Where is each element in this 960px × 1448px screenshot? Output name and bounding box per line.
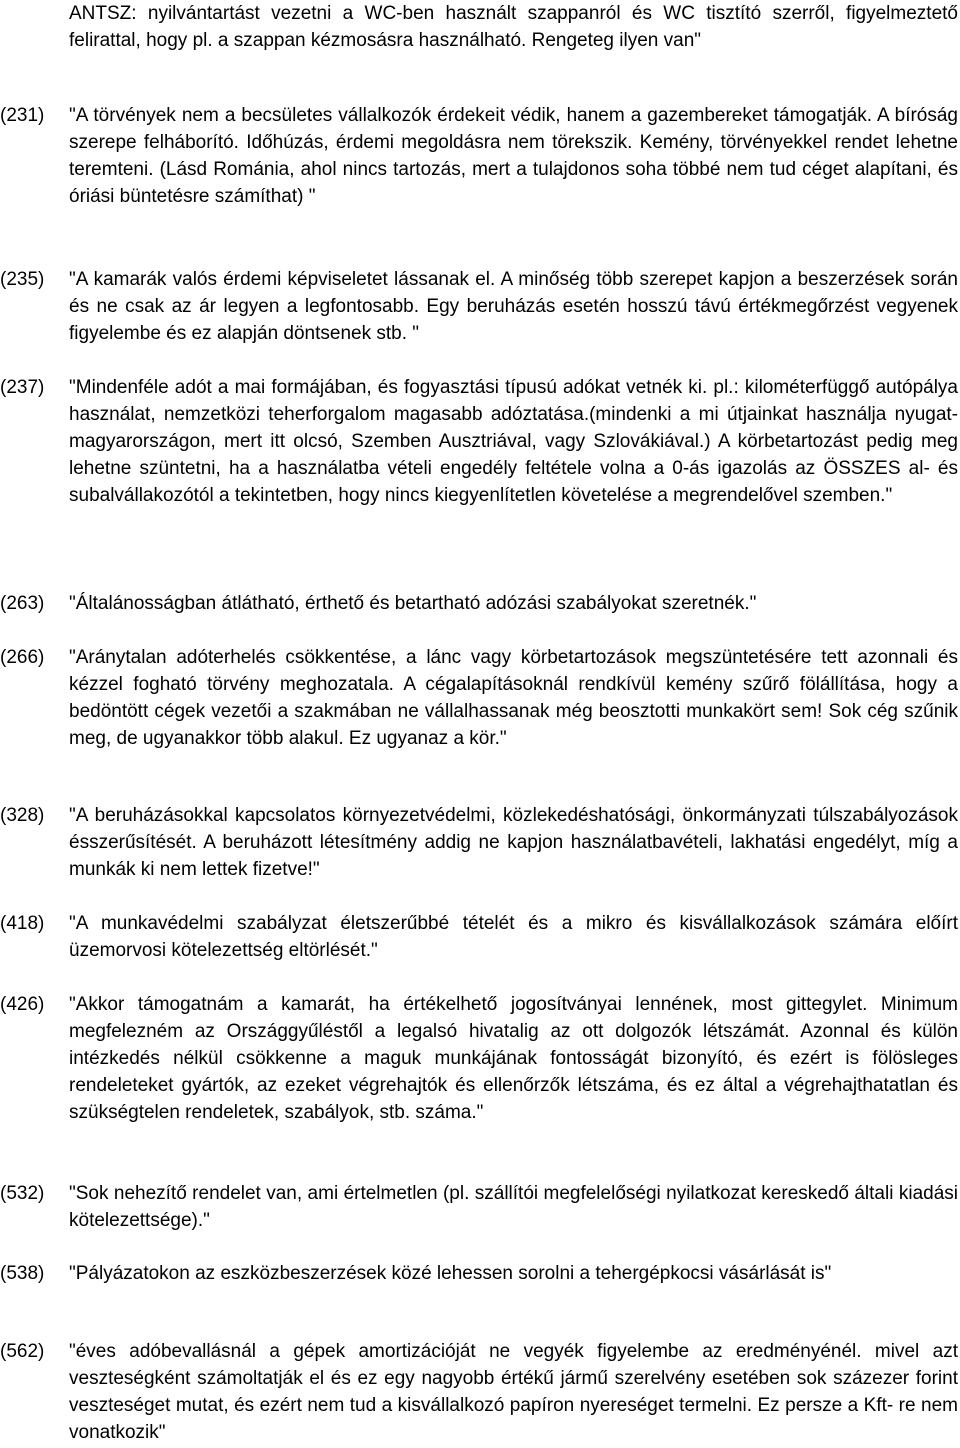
entry-text: "Általánosságban átlátható, érthető és betartható adózási szabályokat szeretnék." — [69, 593, 757, 614]
entry-number: (328) — [0, 805, 45, 826]
entry-text: "A törvények nem a becsületes vállalkozók érdekeit védik, hanem a gazembereket támogatják. A bíróság szerepe felháborító. Időhúzás, érdemi megoldásra nem törekszik. Kemény, törvényekkel rendet lehetne teremteni. (Lásd Románia, ahol nincs tartozás, mert a tulajdonos soha többé nem tud céget alapítani, és óriási büntetésre számíthat) " — [69, 105, 958, 207]
entry-426 — [0, 991, 960, 1126]
entry-266 — [0, 644, 960, 752]
entry-number: (237) — [0, 377, 45, 398]
entry-number: (532) — [0, 1183, 45, 1204]
entry-intro — [0, 0, 960, 54]
entry-text: "Pályázatokon az eszközbeszerzések közé lehessen sorolni a tehergépkocsi vásárlását is" — [69, 1263, 832, 1284]
entry-text: ANTSZ: nyilvántartást vezetni a WC-ben használt szappanról és WC tisztító szerről, figyelmeztető felirattal, hogy pl. a szappan kézmosásra használható. Rengeteg ilyen van" — [69, 3, 958, 51]
entry-538 — [0, 1260, 960, 1287]
entry-number: (538) — [0, 1263, 45, 1284]
entry-418 — [0, 910, 960, 964]
entry-text: "A kamarák valós érdemi képviseletet lássanak el. A minőség több szerepet kapjon a beszerzések során és ne csak az ár legyen a legfontosabb. Egy beruházás esetén hosszú távú értékmegőrzést vegyenek figyelembe és ez alapján döntsenek stb. " — [69, 269, 958, 344]
entry-263 — [0, 590, 960, 617]
entry-number: (231) — [0, 105, 45, 126]
entry-562 — [0, 1338, 960, 1446]
entry-text: "A munkavédelmi szabályzat életszerűbbé tételét és a mikro és kisvállalkozások számára előírt üzemorvosi kötelezettség eltörlését." — [69, 913, 958, 961]
entry-text: "Akkor támogatnám a kamarát, ha értékelhető jogosítványai lennének, most gittegylet. Minimum megfelezném az Országgyűléstől a legalsó hivatalig az ott dolgozók létszámát. Azonnal és külön intézkedés nélkül csökkenne a maguk munkájának fontosságát bizonyító, és ezért is fölösleges rendeleteket gyártók, az ezeket végrehajtók és ellenőrzők létszáma, és ez által a végrehajthatatlan és szükségtelen rendeletek, szabályok, stb. száma." — [69, 994, 958, 1123]
entry-number: (263) — [0, 593, 45, 614]
entry-237 — [0, 374, 960, 509]
entry-number: (235) — [0, 269, 45, 290]
entry-text: "A beruházásokkal kapcsolatos környezetvédelmi, közlekedéshatósági, önkormányzati túlszabályozások ésszerűsítését. A beruházott létesítmény addig ne kapjon használatbavételi, lakhatási engedélyt, míg a munkák ki nem lettek fizetve!" — [69, 805, 958, 880]
entry-235 — [0, 266, 960, 347]
entry-text: "Aránytalan adóterhelés csökkentése, a lánc vagy körbetartozások megszüntetésére tett azonnali és kézzel fogható törvény meghozatala. A cégalapításoknál rendkívül kemény szűrő fölállítása, hogy a bedöntött cégek vezetői a szakmában ne vállalhassanak még beosztotti munkakört sem! Sok cég szűnik meg, de ugyanakkor több alakul. Ez ugyanaz a kör." — [69, 647, 958, 749]
entry-number: (426) — [0, 994, 45, 1015]
entry-number: (266) — [0, 647, 45, 668]
entry-532 — [0, 1180, 960, 1234]
entry-328 — [0, 802, 960, 883]
entry-text: "Sok nehezítő rendelet van, ami értelmetlen (pl. szállítói megfelelőségi nyilatkozat kereskedő általi kiadási kötelezettsége)." — [69, 1183, 958, 1231]
entry-231 — [0, 102, 960, 210]
entry-text: "éves adóbevallásnál a gépek amortizációját ne vegyék figyelembe az eredményénél. mivel azt veszteségként számoltatják el és ez egy nagyobb értékű jármű szerelvény esetében sok százezer forint veszteséget mutat, és ezért nem tud a kisvállalkozó papíron nyereséget termelni. Ez persze a Kft- re nem vonatkozik" — [69, 1341, 958, 1443]
entry-number: (418) — [0, 913, 45, 934]
entry-text: "Mindenféle adót a mai formájában, és fogyasztási típusú adókat vetnék ki. pl.: kilométerfüggő autópálya használat, nemzetközi teherforgalom magasabb adóztatása.(mindenki a mi útjainkat használja nyugat-magyarországon, mert itt olcsó, Szemben Ausztriával, vagy Szlovákiával.) A körbetartozást pedig meg lehetne szüntetni, ha a használatba vételi engedély feltétele volna a 0-ás igazolás az ÖSSZES al- és subalvállakozótól a tekintetben, hogy nincs kiegyenlítetlen követelése a megrendelővel szemben." — [69, 377, 958, 506]
entry-number: (562) — [0, 1341, 45, 1362]
